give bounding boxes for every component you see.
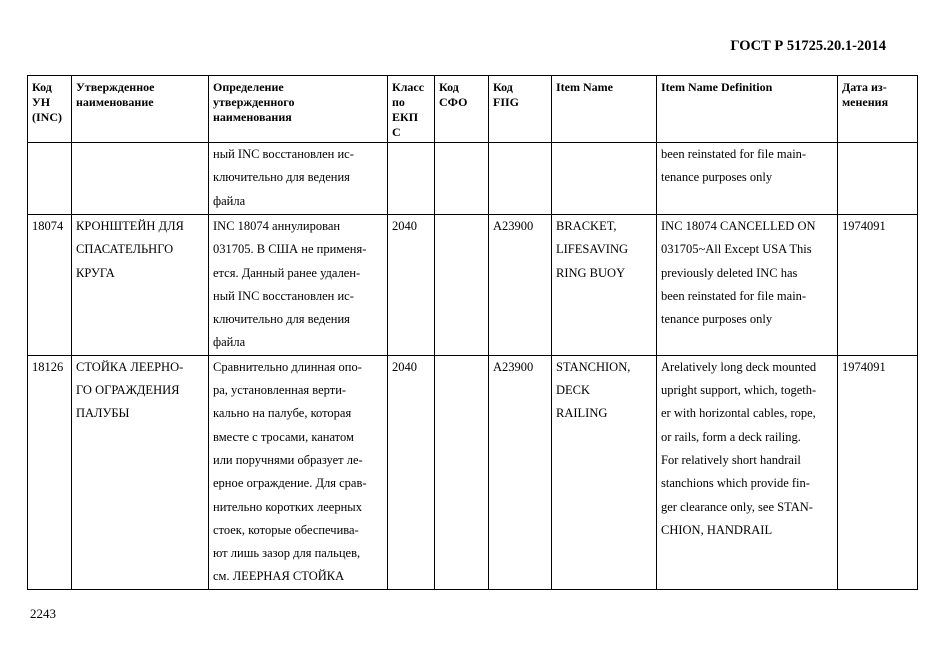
cell-line: STANCHION, bbox=[556, 359, 631, 374]
col-header-approved-name bbox=[72, 76, 209, 143]
header-line: (INC) bbox=[32, 110, 62, 124]
cell-line: DECK bbox=[556, 383, 591, 398]
header-line: наименование bbox=[76, 95, 154, 109]
cell-item-name bbox=[552, 355, 657, 589]
cell-line: been reinstated for file main- bbox=[661, 147, 807, 161]
header-line: Определение bbox=[213, 80, 284, 94]
cell-line: 031705~All Except USA This bbox=[661, 242, 812, 257]
cell-fiig bbox=[489, 143, 552, 215]
header-line: Класс bbox=[392, 80, 425, 94]
cell-text: 2040 bbox=[392, 219, 417, 233]
cell-item-name bbox=[552, 143, 657, 215]
header-line: утвержденного bbox=[213, 95, 295, 109]
cell-line: файла bbox=[213, 335, 246, 350]
cell-text: A23900 bbox=[493, 359, 534, 374]
col-header-change-date bbox=[838, 76, 918, 143]
col-header-item-definition bbox=[657, 76, 838, 143]
cell-class bbox=[388, 215, 435, 356]
cell-approved-name bbox=[72, 143, 209, 215]
header-line: менения bbox=[842, 95, 889, 109]
header-line: FIIG bbox=[493, 95, 520, 109]
page-number: 2243 bbox=[30, 606, 56, 621]
cell-line: RING BUOY bbox=[556, 265, 626, 280]
table-row bbox=[28, 355, 918, 589]
cell-line: ется. Данный ранее удален- bbox=[213, 265, 361, 280]
col-header-fiig bbox=[489, 76, 552, 143]
cell-line: INC 18074 аннулирован bbox=[213, 219, 341, 233]
cell-change-date bbox=[838, 143, 918, 215]
cell-fiig bbox=[489, 215, 552, 356]
cell-inc bbox=[28, 355, 72, 589]
col-header-class bbox=[388, 76, 435, 143]
col-header-definition bbox=[209, 76, 388, 143]
table-row bbox=[28, 215, 918, 356]
cell-line: СПАСАТЕЛЬНГО bbox=[76, 242, 174, 257]
document-code: ГОСТ Р 51725.20.1-2014 bbox=[730, 38, 886, 54]
cell-line: нительно коротких леерных bbox=[213, 499, 362, 514]
col-header-sfo bbox=[435, 76, 489, 143]
header-line: УН bbox=[32, 95, 51, 109]
cell-line: Сравнительно длинная опо- bbox=[213, 359, 362, 374]
cell-line: RAILING bbox=[556, 406, 608, 421]
cell-line: см. ЛЕЕРНАЯ СТОЙКА bbox=[213, 569, 345, 584]
cell-line: upright support, which, togeth- bbox=[661, 383, 817, 398]
catalog-table bbox=[27, 75, 918, 590]
cell-line: LIFESAVING bbox=[556, 242, 628, 257]
header-line: Утвержденное bbox=[76, 80, 155, 94]
cell-line: or rails, form a deck railing. bbox=[661, 429, 801, 444]
cell-line: ГО ОГРАЖДЕНИЯ bbox=[76, 383, 180, 398]
cell-line: 031705. В США не применя- bbox=[213, 242, 367, 257]
cell-change-date bbox=[838, 355, 918, 589]
cell-inc bbox=[28, 215, 72, 356]
table-header-row bbox=[28, 76, 918, 143]
header-line: ЕКП bbox=[392, 110, 419, 124]
cell-line: BRACKET, bbox=[556, 219, 617, 233]
header-line: СФО bbox=[439, 95, 468, 109]
cell-line: ключительно для ведения bbox=[213, 170, 350, 185]
cell-text: 2040 bbox=[392, 359, 417, 374]
header-line: С bbox=[392, 125, 401, 139]
header-line: Дата из- bbox=[842, 80, 887, 94]
cell-definition bbox=[209, 355, 388, 589]
cell-definition bbox=[209, 143, 388, 215]
cell-line: ный INC восстановлен ис- bbox=[213, 147, 354, 161]
cell-inc bbox=[28, 143, 72, 215]
table-row bbox=[28, 143, 918, 215]
cell-change-date bbox=[838, 215, 918, 356]
cell-line: For relatively short handrail bbox=[661, 452, 801, 467]
cell-class bbox=[388, 143, 435, 215]
cell-line: tenance purposes only bbox=[661, 170, 773, 185]
header-line: Код bbox=[493, 80, 513, 94]
cell-text: 1974091 bbox=[842, 219, 886, 233]
cell-line: кально на палубе, которая bbox=[213, 406, 352, 421]
header-line: Item Name Definition bbox=[661, 80, 773, 94]
cell-line: CHION, HANDRAIL bbox=[661, 522, 773, 537]
cell-line: СТОЙКА ЛЕЕРНО- bbox=[76, 359, 184, 374]
cell-line: been reinstated for file main- bbox=[661, 288, 807, 303]
cell-line: вместе с тросами, канатом bbox=[213, 429, 354, 444]
cell-text: 1974091 bbox=[842, 359, 886, 374]
cell-class bbox=[388, 355, 435, 589]
cell-line: ключительно для ведения bbox=[213, 312, 350, 327]
cell-sfo bbox=[435, 355, 489, 589]
cell-line: tenance purposes only bbox=[661, 312, 773, 327]
cell-sfo bbox=[435, 143, 489, 215]
cell-text: A23900 bbox=[493, 219, 534, 233]
cell-definition bbox=[209, 215, 388, 356]
cell-line: Arelatively long deck mounted bbox=[661, 359, 817, 374]
cell-sfo bbox=[435, 215, 489, 356]
cell-item-definition bbox=[657, 355, 838, 589]
col-header-inc bbox=[28, 76, 72, 143]
header-line: по bbox=[392, 95, 405, 109]
cell-line: ПАЛУБЫ bbox=[76, 406, 130, 421]
cell-line: файла bbox=[213, 193, 246, 208]
cell-item-definition bbox=[657, 143, 838, 215]
cell-line: стоек, которые обеспечива- bbox=[213, 522, 359, 537]
header-line: наименования bbox=[213, 110, 292, 124]
cell-line: ный INC восстановлен ис- bbox=[213, 288, 354, 303]
cell-line: ют лишь зазор для пальцев, bbox=[213, 546, 361, 561]
cell-line: ger clearance only, see STAN- bbox=[661, 499, 813, 514]
cell-line: ерное ограждение. Для срав- bbox=[213, 476, 367, 491]
header-line: Код bbox=[32, 80, 52, 94]
cell-line: КРУГА bbox=[76, 265, 115, 280]
cell-text: 18074 bbox=[32, 219, 64, 233]
cell-item-definition bbox=[657, 215, 838, 356]
cell-text: 18126 bbox=[32, 359, 64, 374]
cell-line: INC 18074 CANCELLED ON bbox=[661, 219, 816, 233]
cell-line: stanchions which provide fin- bbox=[661, 476, 810, 491]
cell-line: или поручнями образует ле- bbox=[213, 452, 363, 467]
cell-line: КРОНШТЕЙН ДЛЯ bbox=[76, 219, 184, 233]
col-header-item-name bbox=[552, 76, 657, 143]
cell-approved-name bbox=[72, 215, 209, 356]
header-line: Item Name bbox=[556, 80, 613, 94]
cell-approved-name bbox=[72, 355, 209, 589]
cell-line: previously deleted INC has bbox=[661, 265, 798, 280]
cell-line: er with horizontal cables, rope, bbox=[661, 406, 816, 421]
cell-line: ра, установленная верти- bbox=[213, 383, 347, 398]
cell-item-name bbox=[552, 215, 657, 356]
header-line: Код bbox=[439, 80, 459, 94]
cell-fiig bbox=[489, 355, 552, 589]
